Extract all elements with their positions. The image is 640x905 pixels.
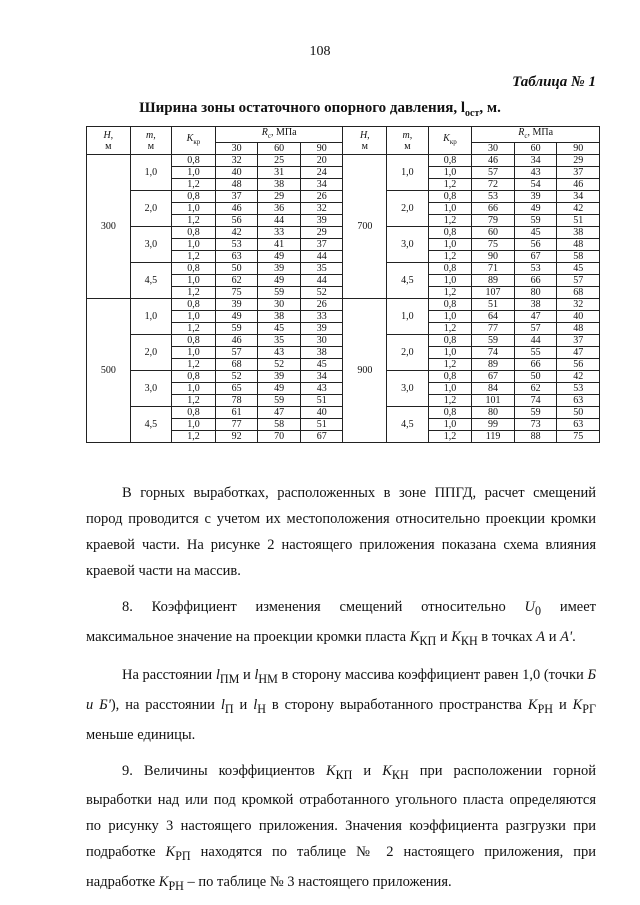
- header-rc-90-right: 90: [557, 143, 600, 155]
- cell-value-left: 51: [300, 419, 343, 431]
- cell-value-right: 88: [514, 431, 557, 443]
- cell-value-left: 33: [300, 311, 343, 323]
- header-rc-30-left: 30: [215, 143, 258, 155]
- cell-value-left: 75: [215, 287, 258, 299]
- cell-k-right: 1,0: [428, 275, 472, 287]
- cell-value-right: 57: [514, 323, 557, 335]
- cell-k-right: 0,8: [428, 371, 472, 383]
- cell-value-left: 37: [300, 239, 343, 251]
- cell-value-right: 74: [514, 395, 557, 407]
- cell-value-left: 67: [300, 431, 343, 443]
- cell-value-right: 51: [472, 299, 515, 311]
- cell-value-left: 39: [258, 263, 301, 275]
- cell-value-left: 59: [258, 287, 301, 299]
- cell-value-left: 62: [215, 275, 258, 287]
- cell-value-right: 47: [514, 311, 557, 323]
- cell-k-right: 1,2: [428, 359, 472, 371]
- cell-value-right: 66: [514, 359, 557, 371]
- cell-value-right: 51: [557, 215, 600, 227]
- cell-value-right: 63: [557, 395, 600, 407]
- paragraph-1: В горных выработках, расположенных в зоне ППГД, расчет смещений пород проводится с учетом их местоположения относительно проекции кромки краевой части. На рисунке 2 настоящего приложения показана схема влияния краевой части на массив.: [86, 485, 596, 579]
- cell-value-right: 53: [557, 383, 600, 395]
- cell-k-left: 0,8: [172, 191, 216, 203]
- cell-value-left: 49: [258, 251, 301, 263]
- cell-k-right: 1,0: [428, 383, 472, 395]
- cell-m-left: 1,0: [130, 155, 171, 191]
- cell-value-right: 101: [472, 395, 515, 407]
- cell-value-right: 54: [514, 179, 557, 191]
- cell-k-left: 1,0: [172, 383, 216, 395]
- cell-m-left: 2,0: [130, 191, 171, 227]
- paragraph-3: На расстоянии $l_{ПМ}$ и $l_{НМ}$ в сторону массива коэффициент равен 1,0 (точки Б и Б'), на расстоянии $l_П$ и $l_Н$ в сторону выработанного пространства $K_{РН}$ и $K_{РГ}$ меньше единицы.: [86, 666, 596, 743]
- cell-value-right: 46: [472, 155, 515, 167]
- cell-value-right: 43: [514, 167, 557, 179]
- cell-value-right: 60: [472, 227, 515, 239]
- cell-h-right: 900: [343, 299, 387, 443]
- cell-value-right: 62: [514, 383, 557, 395]
- cell-value-left: 39: [300, 323, 343, 335]
- cell-value-right: 32: [557, 299, 600, 311]
- cell-value-left: 30: [258, 299, 301, 311]
- cell-k-right: 1,2: [428, 251, 472, 263]
- header-m-right: m, м: [387, 127, 428, 155]
- cell-value-left: 34: [300, 371, 343, 383]
- cell-value-right: 50: [557, 407, 600, 419]
- cell-value-right: 37: [557, 335, 600, 347]
- cell-value-left: 24: [300, 167, 343, 179]
- cell-value-left: 63: [215, 251, 258, 263]
- cell-value-left: 39: [215, 299, 258, 311]
- cell-value-left: 39: [258, 371, 301, 383]
- cell-value-left: 38: [258, 311, 301, 323]
- cell-value-left: 46: [215, 335, 258, 347]
- cell-k-right: 0,8: [428, 299, 472, 311]
- cell-value-left: 41: [258, 239, 301, 251]
- cell-value-left: 44: [258, 215, 301, 227]
- cell-k-right: 0,8: [428, 155, 472, 167]
- cell-value-right: 42: [557, 203, 600, 215]
- cell-value-right: 77: [472, 323, 515, 335]
- cell-value-right: 99: [472, 419, 515, 431]
- cell-value-right: 46: [557, 179, 600, 191]
- cell-value-right: 67: [514, 251, 557, 263]
- cell-k-left: 0,8: [172, 155, 216, 167]
- cell-value-right: 34: [514, 155, 557, 167]
- cell-value-left: 30: [300, 335, 343, 347]
- table-label: Таблица № 1: [512, 74, 596, 90]
- cell-value-right: 47: [557, 347, 600, 359]
- cell-value-right: 80: [472, 407, 515, 419]
- cell-value-left: 46: [215, 203, 258, 215]
- cell-m-right: 4,5: [387, 407, 428, 443]
- cell-k-left: 1,0: [172, 239, 216, 251]
- cell-k-left: 1,2: [172, 179, 216, 191]
- cell-k-right: 1,2: [428, 323, 472, 335]
- cell-value-right: 37: [557, 167, 600, 179]
- cell-value-left: 35: [258, 335, 301, 347]
- cell-m-right: 1,0: [387, 155, 428, 191]
- cell-m-left: 3,0: [130, 227, 171, 263]
- cell-value-right: 66: [514, 275, 557, 287]
- cell-value-right: 58: [557, 251, 600, 263]
- cell-value-left: 26: [300, 191, 343, 203]
- cell-value-left: 49: [258, 383, 301, 395]
- cell-k-right: 1,2: [428, 431, 472, 443]
- cell-value-right: 63: [557, 419, 600, 431]
- cell-value-right: 75: [472, 239, 515, 251]
- cell-value-right: 89: [472, 359, 515, 371]
- cell-k-right: 1,2: [428, 395, 472, 407]
- cell-value-left: 34: [300, 179, 343, 191]
- cell-value-right: 59: [514, 215, 557, 227]
- cell-value-right: 74: [472, 347, 515, 359]
- cell-value-left: 37: [215, 191, 258, 203]
- header-rc-30-right: 30: [472, 143, 515, 155]
- cell-value-left: 59: [258, 395, 301, 407]
- cell-value-left: 51: [300, 395, 343, 407]
- paragraph-2: 8. Коэффициент изменения смещений относительно $U_0$ имеет максимальное значение на проекции кромки пласта $K_{КП}$ и $K_{КН}$ в точках А и А'.: [86, 599, 596, 648]
- cell-k-right: 1,0: [428, 167, 472, 179]
- cell-k-right: 0,8: [428, 407, 472, 419]
- cell-value-left: 33: [258, 227, 301, 239]
- cell-value-right: 73: [514, 419, 557, 431]
- cell-k-left: 1,2: [172, 431, 216, 443]
- cell-k-right: 1,2: [428, 215, 472, 227]
- cell-value-left: 40: [215, 167, 258, 179]
- cell-k-left: 1,0: [172, 419, 216, 431]
- cell-k-right: 0,8: [428, 191, 472, 203]
- cell-value-left: 32: [300, 203, 343, 215]
- cell-value-left: 39: [300, 215, 343, 227]
- cell-m-right: 2,0: [387, 335, 428, 371]
- cell-value-right: 59: [514, 407, 557, 419]
- cell-h-right: 700: [343, 155, 387, 299]
- cell-value-left: 49: [215, 311, 258, 323]
- cell-m-right: 3,0: [387, 371, 428, 407]
- header-rc-left: $R_c$, МПа: [215, 127, 343, 143]
- table-title-sub: ост: [465, 108, 480, 119]
- cell-value-left: 45: [258, 323, 301, 335]
- cell-value-right: 72: [472, 179, 515, 191]
- cell-k-left: 1,2: [172, 215, 216, 227]
- cell-k-right: 1,2: [428, 179, 472, 191]
- cell-k-right: 1,0: [428, 239, 472, 251]
- cell-value-left: 29: [258, 191, 301, 203]
- cell-k-left: 1,2: [172, 287, 216, 299]
- cell-value-left: 29: [300, 227, 343, 239]
- cell-value-left: 52: [215, 371, 258, 383]
- cell-k-right: 0,8: [428, 227, 472, 239]
- cell-value-left: 32: [215, 155, 258, 167]
- header-rc-60-left: 60: [258, 143, 301, 155]
- cell-value-right: 71: [472, 263, 515, 275]
- header-row-1: [87, 127, 600, 143]
- cell-value-left: 25: [258, 155, 301, 167]
- cell-value-left: 56: [215, 215, 258, 227]
- cell-value-right: 79: [472, 215, 515, 227]
- cell-value-right: 75: [557, 431, 600, 443]
- header-rc-60-right: 60: [514, 143, 557, 155]
- cell-m-left: 4,5: [130, 407, 171, 443]
- cell-value-right: 53: [514, 263, 557, 275]
- table-title: [0, 100, 640, 119]
- cell-k-left: 0,8: [172, 371, 216, 383]
- cell-value-left: 44: [300, 251, 343, 263]
- table-row: [87, 155, 600, 167]
- cell-value-left: 38: [300, 347, 343, 359]
- cell-value-right: 90: [472, 251, 515, 263]
- cell-value-right: 38: [514, 299, 557, 311]
- data-table: [86, 126, 600, 443]
- cell-value-right: 57: [472, 167, 515, 179]
- cell-k-left: 0,8: [172, 227, 216, 239]
- cell-value-right: 38: [557, 227, 600, 239]
- cell-value-left: 92: [215, 431, 258, 443]
- cell-value-left: 40: [300, 407, 343, 419]
- cell-k-left: 1,2: [172, 251, 216, 263]
- cell-k-left: 1,0: [172, 311, 216, 323]
- cell-k-left: 1,2: [172, 395, 216, 407]
- cell-value-right: 29: [557, 155, 600, 167]
- header-h-right: H, м: [343, 127, 387, 155]
- table-title-main: Ширина зоны остаточного опорного давления, l: [139, 100, 466, 116]
- paragraph-4: 9. Величины коэффициентов $K_{КП}$ и $K_{КН}$ при расположении горной выработки над или под кромкой отработанного угольного пласта определяются по рисунку 3 настоящего приложения. Значения коэффициента разгрузки при подработке $K_{РП}$ находятся по таблице № 2 настоящего приложения, при надработке $K_{РН}$ – по таблице № 3 настоящего приложения.: [86, 762, 597, 894]
- cell-value-left: 45: [300, 359, 343, 371]
- cell-value-right: 56: [514, 239, 557, 251]
- cell-value-right: 89: [472, 275, 515, 287]
- header-k-left: $K_{кр}$: [172, 127, 216, 155]
- cell-value-right: 64: [472, 311, 515, 323]
- cell-value-right: 49: [514, 203, 557, 215]
- cell-value-left: 50: [215, 263, 258, 275]
- cell-value-right: 48: [557, 239, 600, 251]
- cell-value-left: 26: [300, 299, 343, 311]
- cell-value-left: 42: [215, 227, 258, 239]
- cell-k-left: 1,0: [172, 167, 216, 179]
- cell-k-left: 1,0: [172, 275, 216, 287]
- cell-k-right: 0,8: [428, 335, 472, 347]
- cell-m-right: 4,5: [387, 263, 428, 299]
- cell-value-right: 80: [514, 287, 557, 299]
- cell-k-left: 1,0: [172, 203, 216, 215]
- header-h-left: H, м: [87, 127, 131, 155]
- cell-k-left: 1,2: [172, 359, 216, 371]
- cell-value-right: 59: [472, 335, 515, 347]
- header-rc-right: $R_c$, МПа: [472, 127, 600, 143]
- cell-value-right: 119: [472, 431, 515, 443]
- cell-k-left: 0,8: [172, 407, 216, 419]
- cell-k-left: 1,0: [172, 347, 216, 359]
- cell-m-left: 3,0: [130, 371, 171, 407]
- cell-value-right: 48: [557, 323, 600, 335]
- cell-value-left: 44: [300, 275, 343, 287]
- cell-value-right: 53: [472, 191, 515, 203]
- cell-m-right: 1,0: [387, 299, 428, 335]
- cell-k-left: 0,8: [172, 335, 216, 347]
- cell-value-left: 65: [215, 383, 258, 395]
- cell-k-left: 0,8: [172, 263, 216, 275]
- cell-value-right: 68: [557, 287, 600, 299]
- cell-value-left: 61: [215, 407, 258, 419]
- cell-value-left: 47: [258, 407, 301, 419]
- header-k-right: $K_{кр}$: [428, 127, 472, 155]
- cell-value-left: 68: [215, 359, 258, 371]
- cell-value-right: 67: [472, 371, 515, 383]
- cell-value-left: 52: [300, 287, 343, 299]
- cell-value-right: 50: [514, 371, 557, 383]
- table-body: [87, 155, 600, 443]
- cell-value-right: 34: [557, 191, 600, 203]
- header-m-left: m, м: [130, 127, 171, 155]
- cell-value-left: 78: [215, 395, 258, 407]
- cell-value-right: 40: [557, 311, 600, 323]
- cell-value-right: 84: [472, 383, 515, 395]
- cell-h-left: 300: [87, 155, 131, 299]
- cell-m-right: 2,0: [387, 191, 428, 227]
- cell-value-left: 70: [258, 431, 301, 443]
- cell-value-left: 38: [258, 179, 301, 191]
- cell-value-left: 43: [258, 347, 301, 359]
- cell-value-left: 31: [258, 167, 301, 179]
- cell-value-left: 35: [300, 263, 343, 275]
- cell-k-right: 1,0: [428, 347, 472, 359]
- cell-value-left: 53: [215, 239, 258, 251]
- cell-value-left: 48: [215, 179, 258, 191]
- cell-m-left: 4,5: [130, 263, 171, 299]
- cell-value-left: 36: [258, 203, 301, 215]
- cell-value-right: 66: [472, 203, 515, 215]
- cell-value-left: 52: [258, 359, 301, 371]
- cell-value-left: 43: [300, 383, 343, 395]
- header-rc-90-left: 90: [300, 143, 343, 155]
- cell-k-left: 1,2: [172, 323, 216, 335]
- table-title-tail: , м.: [479, 100, 501, 116]
- cell-value-right: 55: [514, 347, 557, 359]
- cell-value-right: 57: [557, 275, 600, 287]
- cell-h-left: 500: [87, 299, 131, 443]
- cell-value-right: 39: [514, 191, 557, 203]
- cell-value-left: 77: [215, 419, 258, 431]
- cell-value-left: 57: [215, 347, 258, 359]
- cell-k-left: 0,8: [172, 299, 216, 311]
- cell-value-right: 45: [514, 227, 557, 239]
- cell-value-right: 56: [557, 359, 600, 371]
- cell-k-right: 1,0: [428, 419, 472, 431]
- cell-value-right: 107: [472, 287, 515, 299]
- cell-k-right: 0,8: [428, 263, 472, 275]
- cell-value-left: 58: [258, 419, 301, 431]
- cell-k-right: 1,0: [428, 203, 472, 215]
- table-row: [87, 299, 600, 311]
- cell-m-left: 2,0: [130, 335, 171, 371]
- cell-m-right: 3,0: [387, 227, 428, 263]
- cell-value-right: 42: [557, 371, 600, 383]
- cell-value-right: 45: [557, 263, 600, 275]
- cell-value-left: 49: [258, 275, 301, 287]
- cell-value-right: 44: [514, 335, 557, 347]
- body-text: [86, 480, 596, 899]
- page-number: 108: [309, 44, 331, 59]
- cell-m-left: 1,0: [130, 299, 171, 335]
- cell-k-right: 1,0: [428, 311, 472, 323]
- cell-value-left: 20: [300, 155, 343, 167]
- cell-k-right: 1,2: [428, 287, 472, 299]
- cell-value-left: 59: [215, 323, 258, 335]
